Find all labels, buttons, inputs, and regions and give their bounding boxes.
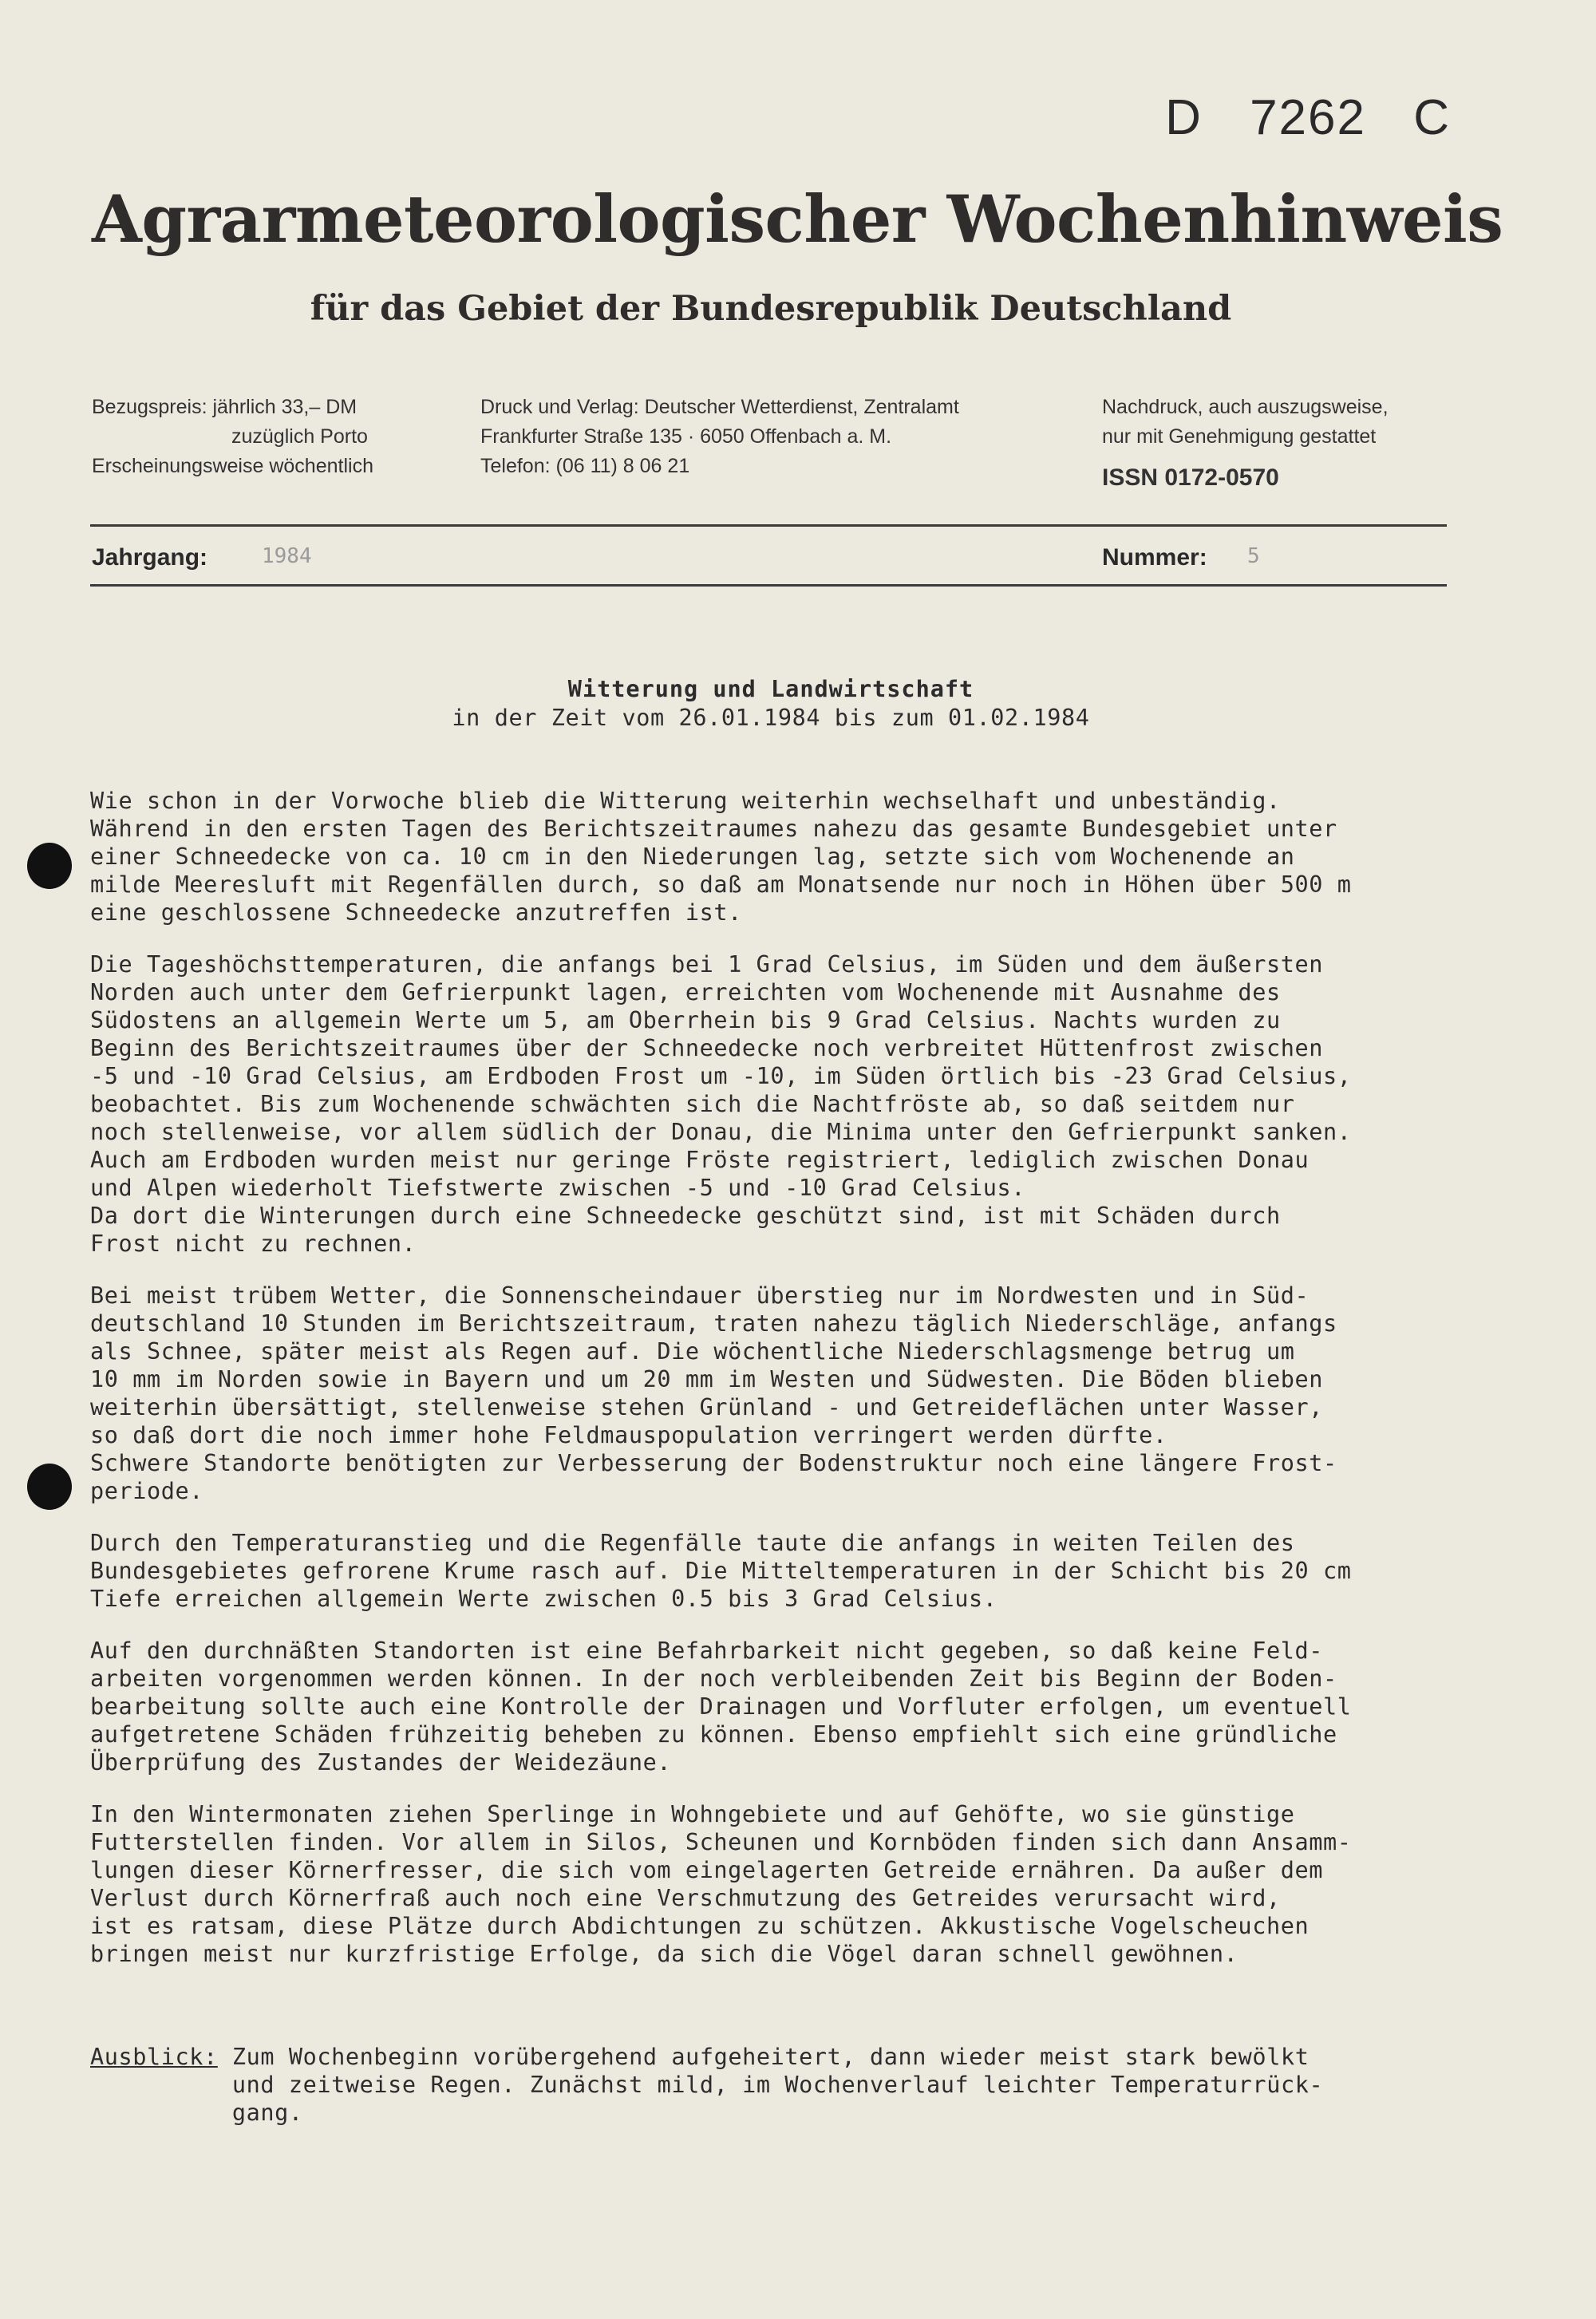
- bottom-divider: [90, 584, 1447, 587]
- postage-line: zuzüglich Porto: [231, 425, 368, 448]
- punch-hole: [27, 843, 72, 889]
- top-divider: [90, 524, 1447, 527]
- reprint-line: Nachdruck, auch auszugsweise,: [1102, 396, 1389, 418]
- report-title: Witterung und Landwirtschaft: [567, 676, 974, 702]
- paragraph: Durch den Temperaturanstieg und die Regenfälle taute die anfangs in weiten Teilen des Bundesgebietes gefrorene Krume rasch auf. Die Mitteltemperaturen in der Schicht bis 20 cm Tiefe erreichen allgemein Werte zwischen 0.5 bis 3 Grad Celsius.: [90, 1530, 1352, 1612]
- publisher-info: [480, 393, 959, 481]
- outlook-section: [90, 2043, 1463, 2127]
- paragraph: Bei meist trübem Wetter, die Sonnenscheindauer überstieg nur im Nordwesten und in Süd- deutschland 10 Stunden im Berichtszeitraum, traten nahezu täglich Niederschläge, anfangs als Schnee, später meist als Regen auf. Die wöchentliche Niederschlagsmenge betrug um 10 mm im Norden sowie in Bayern und um 20 mm im Westen und Südwesten. Die Böden blieben weiterhin übersättigt, stellenweise stehen Grünland - und Getreideflächen unter Wasser, so daß dort die noch immer hohe Feldmauspopulation verringert werden dürfte. Schwere Standorte benötigten zur Verbesserung der Bodenstruktur noch eine längere Frost- periode.: [90, 1282, 1337, 1504]
- year-label: Jahrgang:: [92, 544, 208, 571]
- report-heading: [0, 675, 1542, 733]
- reprint-info: [1102, 393, 1389, 492]
- report-period: in der Zeit vom 26.01.1984 bis zum 01.02.1984: [452, 705, 1090, 731]
- report-body: [90, 787, 1463, 1992]
- paragraph: Die Tageshöchsttemperaturen, die anfangs bei 1 Grad Celsius, im Süden und dem äußersten Norden auch unter dem Gefrierpunkt lagen, erreichten vom Wochenende mit Ausnahme des Südostens an allgemein Werte um 5, am Oberrhein bis 9 Grad Celsius. Nachts wurden zu Beginn des Berichtszeitraumes über der Schneedecke noch verbreitet Hüttenfrost zwischen -5 und -10 Grad Celsius, am Erdboden Frost um -10, im Süden örtlich bis -23 Grad Celsius, beobachtet. Bis zum Wochenende schwächten sich die Nachtfröste ab, so daß seitdem nur noch stellenweise, vor allem südlich der Donau, die Minima unter den Gefrierpunkt sanken. Auch am Erdboden wurden meist nur geringe Fröste registriert, lediglich zwischen Donau und Alpen wiederholt Tiefstwerte zwischen -5 und -10 Grad Celsius. Da dort die Winterungen durch eine Schneedecke geschützt sind, ist mit Schäden durch Frost nicht zu rechnen.: [90, 951, 1352, 1257]
- price-line: Bezugspreis: jährlich 33,– DM: [92, 396, 358, 418]
- paragraph: Auf den durchnäßten Standorten ist eine Befahrbarkeit nicht gegeben, so daß keine Feld- arbeiten vorgenommen werden können. In der noch verbleibenden Zeit bis Beginn der Boden- bearbeitung sollte auch eine Kontrolle der Drainagen und Vorfluter erfolgen, um eventuell aufgetretene Schäden frühzeitig beheben zu können. Ebenso empfiehlt sich eine gründliche Überprüfung des Zustandes der Weidezäune.: [90, 1638, 1352, 1776]
- permission-line: nur mit Genehmigung gestattet: [1102, 425, 1377, 448]
- outlook-label: Ausblick:: [90, 2044, 218, 2070]
- publication-title: Agrarmeteorologischer Wochenhinweis: [92, 182, 1503, 258]
- phone-line: Telefon: (06 11) 8 06 21: [480, 455, 690, 477]
- paragraph: Wie schon in der Vorwoche blieb die Witterung weiterhin wechselhaft und unbeständig. Während in den ersten Tagen des Berichtszeitraumes nahezu das gesamte Bundesgebiet unter einer Schneedecke von ca. 10 cm in den Niederungen lag, setzte sich vom Wochenende an milde Meeresluft mit Regenfällen durch, so daß am Monatsende nur noch in Höhen über 500 m eine geschlossene Schneedecke anzutreffen ist.: [90, 788, 1352, 926]
- publication-subtitle: für das Gebiet der Bundesrepublik Deutschland: [310, 289, 1232, 329]
- issn: ISSN 0172-0570: [1102, 464, 1279, 491]
- punch-hole: [27, 1464, 72, 1510]
- address-line: Frankfurter Straße 135 · 6050 Offenbach a. M.: [480, 425, 892, 448]
- subscription-info: [92, 393, 373, 481]
- year-value: 1984: [262, 544, 312, 568]
- frequency-line: Erscheinungsweise wöchentlich: [92, 455, 373, 477]
- outlook-text: Zum Wochenbeginn vorübergehend aufgeheitert, dann wieder meist stark bewölkt und zeitweise Regen. Zunächst mild, im Wochenverlauf leichter Temperaturrück- gang.: [231, 2044, 1324, 2126]
- number-value: 5: [1247, 544, 1260, 568]
- publisher-line: Druck und Verlag: Deutscher Wetterdienst, Zentralamt: [480, 396, 959, 418]
- number-label: Nummer:: [1102, 544, 1207, 571]
- paragraph: In den Wintermonaten ziehen Sperlinge in Wohngebiete und auf Gehöfte, wo sie günstige Futterstellen finden. Vor allem in Silos, Scheunen und Kornböden finden sich dann Ansamm- lungen dieser Körnerfresser, die sich vom eingelagerten Getreide ernähren. Da außer dem Verlust durch Körnerfraß auch noch eine Verschmutzung des Getreides verursacht wird, ist es ratsam, diese Plätze durch Abdichtungen zu schützen. Akkustische Vogelscheuchen bringen meist nur kurzfristige Erfolge, da sich die Vögel daran schnell gewöhnen.: [90, 1801, 1352, 1967]
- document-code: D 7262 C: [1165, 90, 1451, 145]
